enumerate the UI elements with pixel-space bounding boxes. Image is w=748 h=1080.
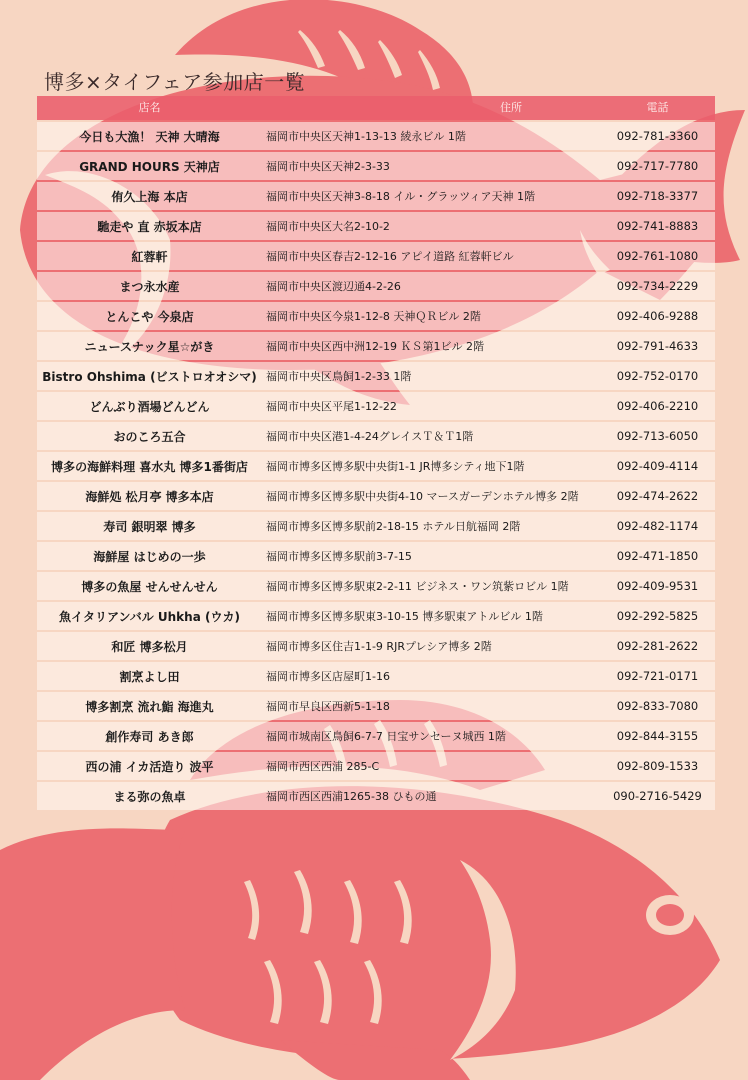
store-address: 福岡市中央区今泉1-12-8 天神ＱＲビル 2階: [266, 310, 481, 323]
store-name: 創作寿司 あき郎: [105, 729, 194, 744]
store-phone: 092-791-4633: [616, 339, 699, 353]
store-phone: 092-471-1850: [616, 549, 699, 563]
store-name: おのころ五合: [113, 429, 186, 444]
store-phone: 092-761-1080: [616, 249, 699, 263]
store-name: ニュースナック星☆がき: [84, 339, 215, 354]
store-phone: 092-482-1174: [616, 519, 699, 533]
store-address: 福岡市早良区西新5-1-18: [266, 700, 390, 713]
store-name: 西の浦 イカ活造り 波平: [85, 759, 214, 774]
store-name: 博多割烹 流れ鮨 海進丸: [85, 699, 214, 714]
store-phone: 092-713-6050: [616, 429, 699, 443]
store-name: GRAND HOURS 天神店: [79, 159, 220, 174]
store-address: 福岡市博多区博多駅中央街1-1 JR博多シティ地下1階: [266, 460, 525, 473]
table-row: [37, 272, 715, 300]
store-address: 福岡市博多区博多駅前3-7-15: [266, 550, 412, 563]
store-name: まる弥の魚卓: [113, 789, 186, 804]
table-row: [37, 632, 715, 660]
table-row: [37, 392, 715, 420]
store-address: 福岡市博多区博多駅前2-18-15 ホテル日航福岡 2階: [266, 520, 521, 533]
store-address: 福岡市中央区天神1-13-13 綾永ビル 1階: [266, 130, 466, 143]
table-row: [37, 512, 715, 540]
store-phone: 092-721-0171: [616, 669, 699, 683]
table-row: [37, 122, 715, 150]
store-phone: 092-406-9288: [616, 309, 699, 323]
store-name: 馳走や 直 赤坂本店: [97, 219, 202, 234]
table-row: [37, 572, 715, 600]
store-phone: 090-2716-5429: [613, 789, 702, 803]
store-name: とんこや 今泉店: [105, 309, 194, 324]
page-title: 博多×タイフェア参加店一覧: [44, 70, 306, 94]
store-address: 福岡市博多区博多駅中央街4-10 マースガーデンホテル博多 2階: [266, 490, 579, 503]
table-row: [37, 332, 715, 360]
table-row: [37, 542, 715, 570]
table-header-row: [37, 96, 715, 120]
table-row: [37, 782, 715, 810]
store-address: 福岡市博多区博多駅東2-2-11 ビジネス・ワン筑紫ロビル 1階: [266, 580, 569, 593]
store-name: どんぶり酒場どんどん: [89, 399, 210, 414]
store-phone: 092-781-3360: [616, 129, 699, 143]
store-name: 博多の海鮮料理 喜水丸 博多1番街店: [51, 459, 248, 474]
store-name: 今日も大漁！ 天神 大晴海: [79, 129, 220, 144]
store-address: 福岡市中央区春吉2-12-16 アピイ道路 紅蓉軒ビル: [266, 250, 514, 263]
store-phone: 092-844-3155: [616, 729, 699, 743]
store-address: 福岡市博多区店屋町1-16: [266, 670, 390, 683]
table-row: [37, 602, 715, 630]
participating-stores-table: [37, 96, 715, 812]
store-name: Bistro Ohshima (ビストロオオシマ): [42, 369, 257, 384]
store-name: 和匠 博多松月: [111, 639, 188, 654]
store-address: 福岡市中央区鳥飼1-2-33 1階: [266, 370, 412, 383]
store-address: 福岡市中央区西中洲12-19 ＫＳ第1ビル 2階: [266, 340, 484, 353]
store-phone: 092-281-2622: [616, 639, 699, 653]
store-phone: 092-292-5825: [616, 609, 699, 623]
store-phone: 092-409-9531: [616, 579, 699, 593]
table-row: [37, 182, 715, 210]
table-row: [37, 422, 715, 450]
store-phone: 092-717-7780: [616, 159, 699, 173]
header-name: 店名: [138, 101, 161, 114]
header-phone: 電話: [646, 101, 669, 114]
table-row: [37, 662, 715, 690]
store-name: 紅蓉軒: [131, 249, 168, 264]
table-row: [37, 752, 715, 780]
table-row: [37, 242, 715, 270]
store-phone: 092-752-0170: [616, 369, 699, 383]
store-phone: 092-741-8883: [616, 219, 699, 233]
store-name: 寿司 銀明翠 博多: [103, 519, 196, 534]
table-row: [37, 482, 715, 510]
store-address: 福岡市中央区大名2-10-2: [266, 220, 390, 233]
table-row: [37, 722, 715, 750]
store-address: 福岡市中央区平尾1-12-22: [266, 400, 397, 413]
store-address: 福岡市中央区港1-4-24グレイスＴ＆Ｔ1階: [266, 430, 474, 443]
store-address: 福岡市中央区天神3-8-18 イル・グラッツィア天神 1階: [266, 190, 536, 203]
table-row: [37, 212, 715, 240]
table-row: [37, 302, 715, 330]
lower-fish-tail: [0, 828, 185, 1080]
store-address: 福岡市中央区天神2-3-33: [266, 160, 390, 173]
table-row: [37, 452, 715, 480]
table-row: [37, 362, 715, 390]
store-name: 割烹よし田: [119, 669, 180, 684]
store-name: 海鮮処 松月亭 博多本店: [85, 489, 214, 504]
store-phone: 092-734-2229: [616, 279, 699, 293]
table-row: [37, 152, 715, 180]
store-phone: 092-409-4114: [616, 459, 699, 473]
store-name: 海鮮屋 はじめの一歩: [93, 549, 206, 564]
store-phone: 092-809-1533: [616, 759, 699, 773]
store-address: 福岡市西区西浦 285-C: [266, 760, 380, 773]
table-body: [37, 122, 715, 810]
store-address: 福岡市博多区博多駅東3-10-15 博多駅東アトルビル 1階: [266, 610, 543, 623]
store-phone: 092-833-7080: [616, 699, 699, 713]
store-name: 魚イタリアンバル Uhkha (ウカ): [59, 609, 240, 624]
header-address: 住所: [500, 101, 522, 114]
lower-fish-body: [149, 786, 720, 1060]
store-name: まつ永水産: [119, 279, 180, 294]
store-address: 福岡市中央区渡辺通4-2-26: [266, 280, 401, 293]
store-phone: 092-406-2210: [616, 399, 699, 413]
store-name: 博多の魚屋 せんせんせん: [81, 579, 218, 594]
store-address: 福岡市西区西浦1265-38 ひもの通: [266, 790, 437, 803]
table-row: [37, 692, 715, 720]
store-address: 福岡市城南区鳥飼6-7-7 日宝サンセーヌ城西 1階: [266, 730, 506, 743]
store-name: 侑久上海 本店: [111, 189, 188, 204]
store-phone: 092-718-3377: [616, 189, 699, 203]
store-phone: 092-474-2622: [616, 489, 699, 503]
store-address: 福岡市博多区住吉1-1-9 RJRプレシア博多 2階: [266, 640, 492, 653]
